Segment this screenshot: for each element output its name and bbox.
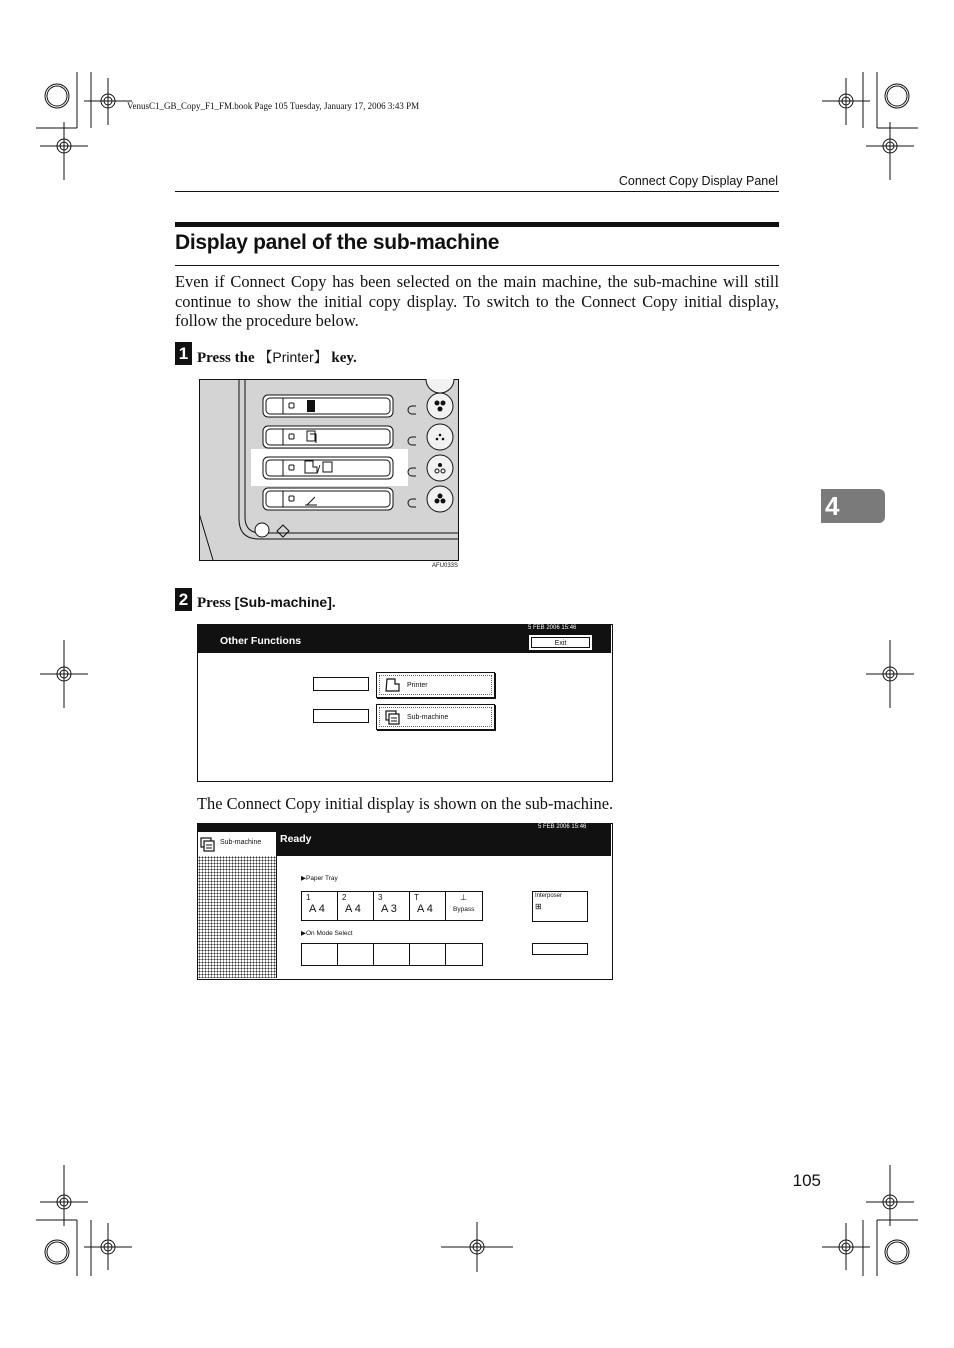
printer-icon xyxy=(385,678,401,692)
sub-machine-tab-label: Sub-machine xyxy=(220,839,262,846)
printer-indicator xyxy=(313,677,369,691)
interposer-icon: ⊞ xyxy=(535,902,542,911)
tray-1[interactable] xyxy=(301,891,338,921)
exit-button[interactable]: Exit xyxy=(529,635,592,650)
status-ready: Ready xyxy=(280,833,312,845)
step-1-instruction xyxy=(197,347,357,367)
page-number: 105 xyxy=(792,1171,821,1190)
tray-3-id: 3 xyxy=(378,893,383,902)
mode-slot-5[interactable] xyxy=(445,943,483,966)
on-mode-select-label: ▶On Mode Select xyxy=(301,930,353,937)
section-title: Display panel of the sub-machine xyxy=(175,231,500,254)
screen-1-title: Other Functions xyxy=(220,635,302,647)
tray-2-id: 2 xyxy=(342,893,347,902)
paper-tray-label: ▶Paper Tray xyxy=(301,875,338,882)
tray-t-id: T xyxy=(414,893,419,902)
result-text: The Connect Copy initial display is shown on the sub-machine. xyxy=(197,794,614,813)
sub-machine-button-label: Sub-machine xyxy=(407,714,449,721)
tray-bypass-label: Bypass xyxy=(453,906,475,913)
sub-machine-button[interactable] xyxy=(376,704,495,730)
header-rule xyxy=(175,191,779,192)
tray-1-id: 1 xyxy=(306,893,311,902)
screen-2-datetime: 5 FEB 2006 15:46 xyxy=(538,824,587,830)
tray-bypass[interactable] xyxy=(445,891,483,921)
interposer-label: Interposer xyxy=(535,893,563,899)
figure-code: AFU033S xyxy=(431,563,458,569)
control-panel-illustration xyxy=(199,379,461,563)
tray-t-size: A 4 xyxy=(417,903,433,915)
screen-1-datetime: 5 FEB 2006 15:46 xyxy=(528,625,577,631)
left-pane-divider xyxy=(276,856,277,978)
sub-machine-indicator xyxy=(313,709,369,723)
mode-slot-1[interactable] xyxy=(301,943,338,966)
tray-2-size: A 4 xyxy=(345,903,361,915)
tray-t[interactable] xyxy=(409,891,446,921)
title-rule xyxy=(175,265,779,266)
left-pane-pattern xyxy=(198,856,276,978)
bypass-icon: ⊥ xyxy=(460,893,467,902)
mode-slot-3[interactable] xyxy=(373,943,410,966)
svg-text:/: / xyxy=(317,464,321,475)
running-header: Connect Copy Display Panel xyxy=(618,174,778,188)
tray-2[interactable] xyxy=(337,891,374,921)
sub-machine-key-label: [Sub-machine] xyxy=(234,594,332,610)
other-functions-screen xyxy=(197,624,613,782)
sub-machine-tab[interactable] xyxy=(198,832,276,856)
printer-key-label: 【Printer】 xyxy=(258,349,328,365)
interposer-field xyxy=(532,943,588,955)
step-2-text-before: Press xyxy=(197,595,235,611)
step-1-text-after: key. xyxy=(327,350,357,366)
step-1-text-before: Press the xyxy=(197,350,259,366)
print-header: VenusC1_GB_Copy_F1_FM.book Page 105 Tuesday, January 17, 2006 3:43 PM xyxy=(127,101,420,111)
sub-machine-tab-icon xyxy=(200,837,216,852)
tray-1-size: A 4 xyxy=(309,903,325,915)
step-2-text-after: . xyxy=(331,595,336,611)
tray-3-size: A 3 xyxy=(381,903,397,915)
mode-slot-2[interactable] xyxy=(337,943,374,966)
step-number-1: 1 xyxy=(175,342,192,365)
tray-3[interactable] xyxy=(373,891,410,921)
chapter-tab: 4 xyxy=(821,489,885,523)
sub-machine-icon xyxy=(385,710,401,725)
printer-button[interactable] xyxy=(376,672,495,698)
mode-slot-4[interactable] xyxy=(409,943,446,966)
interposer-panel[interactable] xyxy=(532,891,588,922)
intro-paragraph: Even if Connect Copy has been selected on the main machine, the sub-machine will still continue to show the initial copy display. To switch to the Connect Copy initial display, follow the procedure below. xyxy=(175,272,779,331)
step-number-2: 2 xyxy=(175,588,192,611)
printer-button-label: Printer xyxy=(407,682,428,689)
sub-machine-screen xyxy=(197,823,613,980)
section-top-bar xyxy=(175,222,779,227)
step-2-instruction xyxy=(197,594,336,612)
